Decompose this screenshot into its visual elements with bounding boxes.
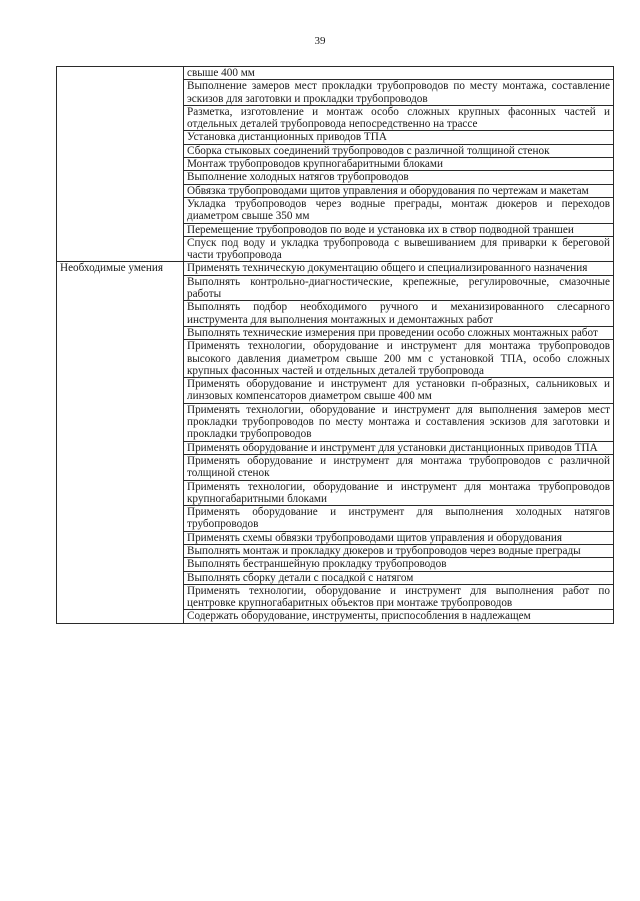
requirement-text: Выполнение замеров мест прокладки трубопроводов по месту монтажа, составление эскизов для заготовки и прокладки трубопроводов [187,80,610,105]
requirement-cell [184,506,614,532]
requirement-text: Спуск под воду и укладка трубопровода с вывешиванием для приварки к береговой части трубопровода [187,236,610,262]
requirement-cell [184,223,614,236]
requirement-cell [184,544,614,557]
requirement-text: Применять оборудование и инструмент для установки дистанционных приводов ТПА [187,441,598,454]
requirements-table [56,66,614,624]
requirement-text: Содержать оборудование, инструменты, приспособления в надлежащем [187,610,531,623]
requirement-text: Перемещение трубопроводов по воде и установка их в створ подводной траншеи [187,223,574,236]
requirement-text: свыше 400 мм [187,67,255,79]
requirement-cell [184,454,614,480]
requirement-cell [184,67,614,80]
requirement-cell [184,236,614,262]
requirement-text: Выполнение холодных натягов трубопроводов [187,171,409,184]
requirement-cell [184,275,614,301]
requirement-cell [184,158,614,171]
requirement-text: Разметка, изготовление и монтаж особо сложных крупных фасонных частей и отдельных деталей трубопровода непосредственно на трассе [187,105,610,131]
requirement-cell [184,531,614,544]
requirement-cell [184,105,614,131]
category-label: Необходимые умения [60,262,163,275]
requirement-cell [184,326,614,339]
requirement-text: Применять оборудование и инструмент для выполнения холодных натягов трубопроводов [187,506,610,531]
requirement-cell [184,403,614,441]
requirement-text: Выполнять монтаж и прокладку дюкеров и трубопроводов через водные преграды [187,544,581,557]
requirement-text: Применять технологии, оборудование и инструмент для выполнения замеров мест прокладки трубопроводов по месту монтажа и составления эскизов для заготовки и прокладки трубопроводов [187,403,610,441]
requirement-text: Укладка трубопроводов через водные преграды, монтаж дюкеров и переходов диаметром свыше 350 мм [187,197,610,223]
requirement-cell [184,610,614,623]
requirement-cell [184,480,614,506]
requirement-text: Применять технологии, оборудование и инструмент для выполнения работ по центровке крупногабаритных объектов при монтаже трубопроводов [187,584,610,610]
requirement-cell [184,131,614,144]
table-row [57,67,614,80]
requirement-text: Применять техническую документацию общего и специализированного назначения [187,262,588,275]
requirement-text: Обвязка трубопроводами щитов управления и оборудования по чертежам и макетам [187,184,589,197]
requirement-cell [184,144,614,157]
requirement-cell [184,378,614,404]
requirement-cell [184,441,614,454]
requirement-text: Выполнять бестраншейную прокладку трубопроводов [187,558,447,571]
page-number: 39 [314,35,326,47]
requirement-cell [184,80,614,106]
requirement-cell [184,571,614,584]
requirement-text: Применять схемы обвязки трубопроводами щитов управления и оборудования [187,531,562,544]
requirement-text: Выполнять сборку детали с посадкой с натягом [187,571,414,584]
category-cell [57,67,184,262]
requirement-text: Выполнять технические измерения при проведении особо сложных монтажных работ [187,326,598,339]
requirement-text: Применять оборудование и инструмент для установки п-образных, сальниковых и линзовых компенсаторов диаметром свыше 400 мм [187,378,610,403]
requirement-text: Выполнять контрольно-диагностические, крепежные, регулировочные, смазочные работы [187,275,610,301]
requirements-table-body [57,67,614,624]
requirement-cell [184,171,614,184]
requirement-cell [184,184,614,197]
table-row [57,262,614,275]
requirement-text: Выполнять подбор необходимого ручного и механизированного слесарного инструмента для выполнения монтажных и демонтажных работ [187,301,610,326]
requirement-cell [184,197,614,223]
requirement-text: Применять технологии, оборудование и инструмент для монтажа трубопроводов высокого давления диаметром свыше 200 мм с установкой ТПА, особо сложных крупных фасонных частей и отдельных деталей трубопровода [187,340,610,377]
requirement-cell [184,262,614,275]
requirement-cell [184,301,614,327]
requirement-text: Установка дистанционных приводов ТПА [187,131,387,144]
requirement-text: Монтаж трубопроводов крупногабаритными блоками [187,158,443,171]
requirement-cell [184,340,614,378]
requirement-text: Сборка стыковых соединений трубопроводов с различной толщиной стенок [187,144,550,157]
requirement-cell [184,558,614,571]
category-cell [57,262,184,623]
requirement-text: Применять технологии, оборудование и инструмент для монтажа трубопроводов крупногабаритными блоками [187,480,610,505]
requirement-cell [184,584,614,610]
requirement-text: Применять оборудование и инструмент для монтажа трубопроводов с различной толщиной стенок [187,454,610,480]
